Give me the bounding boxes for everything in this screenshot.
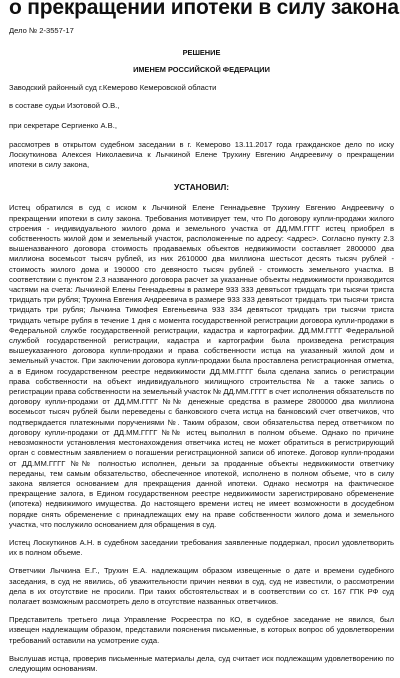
conclusion-paragraph: Выслушав истца, проверив письменные материалы дела, суд считает иск подлежащим удовлетворению по следующим основаниям. [9,653,394,673]
review-paragraph: рассмотрев в открытом судебном заседании в г. Кемерово 13.11.2017 года гражданское дело по иску Лоскуткиновa Алексея Николаевича к Лычкиной Елене Трухину Евгению Андреевичу о прекращении ипотеки в силу закона, [9,139,394,170]
third-party-paragraph: Представитель третьего лица Управление Росреестра по КО, в судебное заседание не явился, был извещен надлежащим образом, представили пояснения письменные, в которых вопрос об удовлетворении требований оставили на усмотрение суда. [9,615,394,645]
case-number: Дело № 2-3557-17 [9,26,74,35]
secretary-line: при секретаре Сергиенко А.В., [9,120,117,130]
claim-paragraph: Истец обратился в суд с иском к Лычкиной Елене Геннадьевне Трухину Евгению Андреевичу о прекращении ипотеки в силу закона. Требования мотивирует тем, что По договору купли-продажи жилого строения - индивидуального жилого дома и земельного участка от ДД.ММ.ГГГГ истец приобрел в собственность жилой дом и земельный участок, расположенные по адресу: <адрес>. Согласно пункту 2.3 вышеназванного договора стоимость продаваемых объектов недвижимости составляет 2800000 два миллиона восемьсот тысяч рублей, из них 2610000 два миллиона шестьсот десять тысяч рублей - стоимость жилого дома и 190000 сто девяносто тысяч рублей - стоимость земельного участка. В соответствии с пунктом 2.3 названного договора расчет за указанные объекты недвижимости производится частями на счета: Лычкиной Елены Геннадьевны в размере 933 333 девятьсот тридцать три тысячи триста тридцать три рубля; Трухина Евгения Андреевича в размере 933 333 девятьсот тридцать три тысячи триста тридцать три рубля; Лычкина Тимофея Евгеньевича 933 334 девятьсот тридцать три тысячи триста тридцать четыре рубля в течение 1 дня с момента государственной регистрации договора купли-продажи в Федеральной службе государственной регистрации, кадастра и картографии. ДД.ММ.ГГГГ Федеральной службой государственной регистрации, кадастра и картографии была произведена регистрация вышеуказанного договора купли-продажи и права собственности истца на указанный жилой дом и земельный участок. При заключении договора купли-продажи была проставлена регистрационная отметка, а в Едином государственном реестре недвижимости ДД.ММ.ГГГГ была сделана запись о регистрации права собственности на объект индивидуального жилищного строительства № а также запись о регистрации права собственности на земельный участок № ДД.ММ.ГГГГ в счет исполнения обязательств по договору купли-продажи от ДД.ММ.ГГГГ №№ денежные средства в размере 2800000 два миллиона восемьсот тысяч рублей были переведены с банковского счета истца на банковский счет ответчиков, что подтверждается платежными поручениями №. Таким образом, свои обязательства перед ответчиком по договору купли-продажи от ДД.ММ.ГГГГ №№ истец выполнил в полном объеме. Однако по причине невозможности установления местонахождения ответчика истец не может обратиться в регистрирующий орган с совместным заявлением о погашении регистрационной записи об ипотеке. Договор купли-продажи от ДД.ММ.ГГГГ №№ полностью исполнен, деньги за проданные объекты недвижимости ответчику переданы, тем самым обязательство, обеспеченное ипотекой, исполнено в полном объеме, что в силу закона является основанием для прекращения данной ипотеки. Однако несмотря на фактическое прекращение залога, в Едином государственном реестре недвижимости зарегистрировано обременение (ипотека) недвижимого имущества. До настоящего времени истец не имеет возможности в досудебном порядке снять обременение с принадлежащих ему на праве собственности жилого дома и земельного участка, что послужило основанием для обращения в суд. [9,203,394,529]
document-title: о прекращении ипотеки в силу закона [9,0,399,19]
established-heading: УСТАНОВИЛ: [174,182,229,193]
judge-line: в составе судьи Изотовой О.В., [9,101,120,111]
court-name: Заводский районный суд г.Кемерово Кемеровской области [9,83,217,93]
decision-heading: РЕШЕНИЕ [182,48,221,58]
plaintiff-support-paragraph: Истец Лоскуткинов А.Н. в судебном заседании требования заявленные поддержал, просил удовлетворить их в полном объеме. [9,537,394,558]
defendants-paragraph: Ответчики Лычкина Е.Г., Трухин Е.А. надлежащим образом извещенные о дате и времени судебного заседания, в суд не явились, об уважительности причин неявки в суд, суд не известили, о рассмотрении дела в их отсутствие не просили. При таких обстоятельствах и в соответствии со ст. 167 ГПК РФ суд полагает возможным рассмотреть дело в отсутствие названных ответчиков. [9,566,394,606]
decision-subheading: ИМЕНЕМ РОССИЙСКОЙ ФЕДЕРАЦИИ [133,65,270,75]
